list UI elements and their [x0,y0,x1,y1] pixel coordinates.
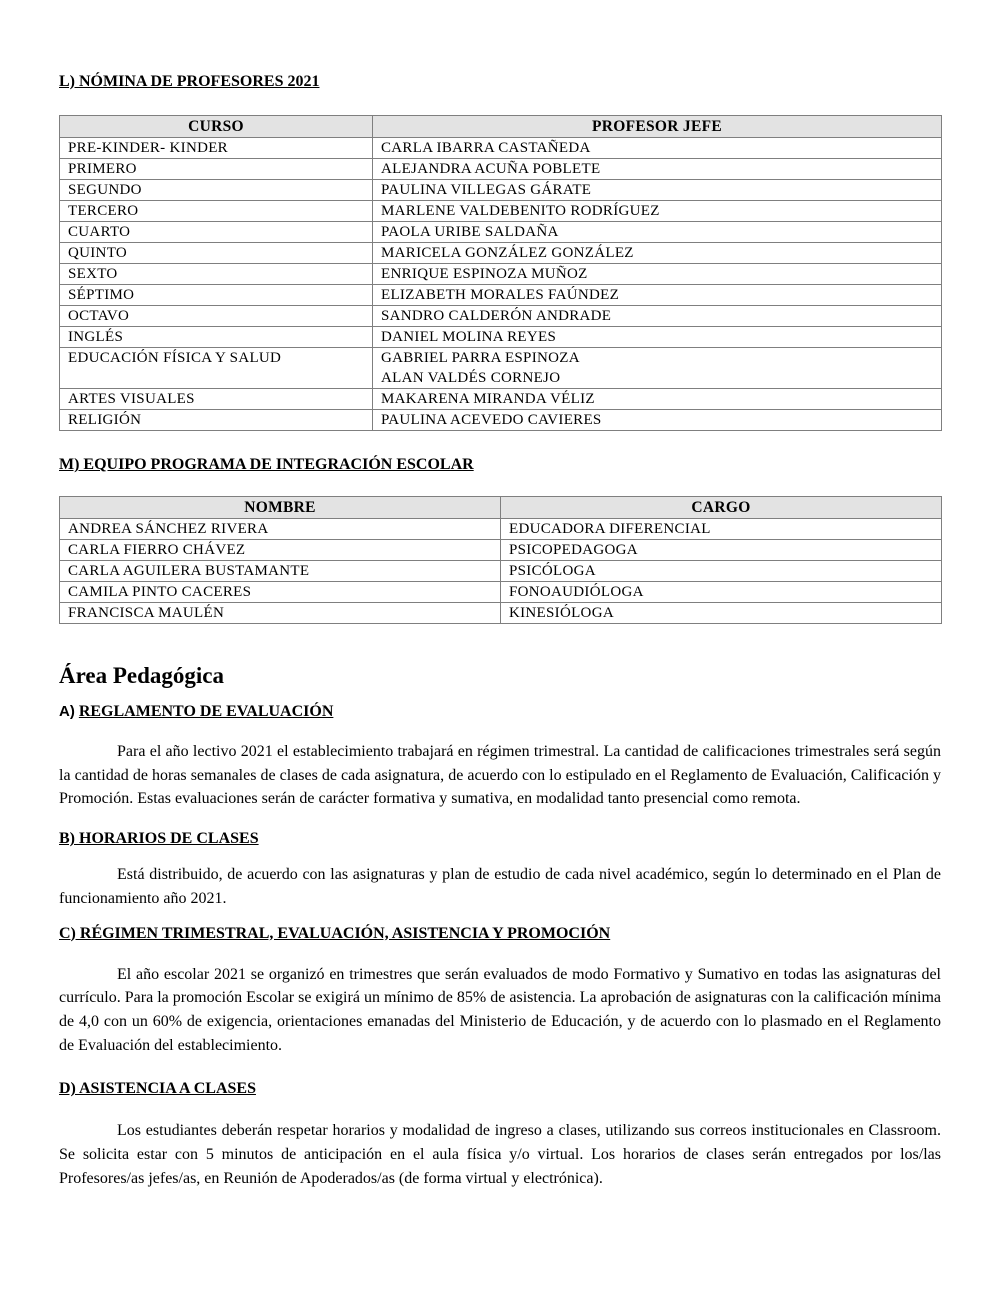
profesor-cell: ENRIQUE ESPINOZA MUÑOZ [373,264,942,285]
section-a-title [59,702,941,722]
curso-cell: PRE-KINDER- KINDER [60,138,373,159]
table-row [60,327,942,348]
curso-cell: EDUCACIÓN FÍSICA Y SALUD [60,348,373,389]
table-row [60,519,942,540]
integracion-table [59,496,942,624]
section-d-paragraph: Los estudiantes deberán respetar horarios y modalidad de ingreso a clases, utilizando sus correos institucionales en Classroom. Se solicita estar con 5 minutos de anticipación en el aula física y/o virtual. Los horarios de clases serán entregados por los/las Profesores/as jefes/as, en Reunión de Apoderados/as (de forma virtual y electrónica). [59,1122,941,1187]
document-page [59,72,941,1190]
profesor-cell [373,348,942,389]
section-c-title: C) RÉGIMEN TRIMESTRAL, EVALUACIÓN, ASISTENCIA Y PROMOCIÓN [59,924,611,942]
table-row [60,348,942,389]
section-a-paragraph: Para el año lectivo 2021 el establecimiento trabajará en régimen trimestral. La cantidad de calificaciones trimestrales será según la cantidad de horas semanales de clases de cada asignatura, de acuerdo con lo estipulado en el Reglamento de Evaluación, Calificación y Promoción. Estas evaluaciones serán de carácter formativa y sumativa, en modalidad tanto presencial como remota. [59,743,941,808]
profesor-name: GABRIEL PARRA ESPINOZA [381,350,580,366]
cargo-cell: PSICOPEDAGOGA [501,540,942,561]
profesores-table [59,115,942,431]
profesor-name: ALAN VALDÉS CORNEJO [381,370,561,386]
profesor-cell: PAULINA ACEVEDO CAVIERES [373,410,942,431]
table-header-row [60,116,942,138]
section-d-title: D) ASISTENCIA A CLASES [59,1080,256,1098]
table-row [60,561,942,582]
section-l-title: L) NÓMINA DE PROFESORES 2021 [59,73,320,90]
profesor-cell: ALEJANDRA ACUÑA POBLETE [373,159,942,180]
profesor-cell: CARLA IBARRA CASTAÑEDA [373,138,942,159]
section-a-title-text: REGLAMENTO DE EVALUACIÓN [78,703,334,720]
nombre-cell: CARLA AGUILERA BUSTAMANTE [60,561,501,582]
nombre-cell: FRANCISCA MAULÉN [60,603,501,624]
section-b-paragraph: Está distribuido, de acuerdo con las asignaturas y plan de estudio de cada nivel académico, según lo determinado en el Plan de funcionamiento año 2021. [59,866,941,907]
profesor-cell: DANIEL MOLINA REYES [373,327,942,348]
profesor-cell: PAOLA URIBE SALDAÑA [373,222,942,243]
col-header-curso: CURSO [60,116,373,138]
area-pedagogica-heading: Área Pedagógica [59,663,225,688]
table-row [60,285,942,306]
cargo-cell: EDUCADORA DIFERENCIAL [501,519,942,540]
section-a-letter: A) [59,703,75,720]
table-row [60,264,942,285]
col-header-nombre: NOMBRE [60,497,501,519]
table-row [60,180,942,201]
curso-cell: PRIMERO [60,159,373,180]
profesor-cell: ELIZABETH MORALES FAÚNDEZ [373,285,942,306]
table-row [60,159,942,180]
table-header-row [60,497,942,519]
curso-cell: INGLÉS [60,327,373,348]
col-header-cargo: CARGO [501,497,942,519]
profesor-cell: MARICELA GONZÁLEZ GONZÁLEZ [373,243,942,264]
table-row [60,138,942,159]
curso-cell: QUINTO [60,243,373,264]
curso-cell: SÉPTIMO [60,285,373,306]
nombre-cell: ANDREA SÁNCHEZ RIVERA [60,519,501,540]
nombre-cell: CAMILA PINTO CACERES [60,582,501,603]
profesor-cell: MARLENE VALDEBENITO RODRÍGUEZ [373,201,942,222]
curso-cell: RELIGIÓN [60,410,373,431]
profesor-cell: MAKARENA MIRANDA VÉLIZ [373,389,942,410]
table-row [60,243,942,264]
table-row [60,306,942,327]
curso-cell: SEXTO [60,264,373,285]
section-m-title: M) EQUIPO PROGRAMA DE INTEGRACIÓN ESCOLAR [59,456,474,473]
table-row [60,603,942,624]
table-row [60,201,942,222]
table-row [60,582,942,603]
cargo-cell: FONOAUDIÓLOGA [501,582,942,603]
table-row [60,389,942,410]
cargo-cell: PSICÓLOGA [501,561,942,582]
curso-cell: SEGUNDO [60,180,373,201]
table-row [60,410,942,431]
section-b-title: B) HORARIOS DE CLASES [59,830,259,848]
col-header-profesor-jefe: PROFESOR JEFE [373,116,942,138]
section-c-paragraph: El año escolar 2021 se organizó en trimestres que serán evaluados de modo Formativo y Sumativo en todas las asignaturas del currículo. Para la promoción Escolar se exigirá un mínimo de 85% de asistencia. La aprobación de asignaturas con la calificación mínima de 4,0 con un 60% de exigencia, orientaciones emanadas del Ministerio de Educación, y de acuerdo con lo plasmado en el Reglamento de Evaluación del establecimiento. [59,965,941,1054]
cargo-cell: KINESIÓLOGA [501,603,942,624]
table-row [60,540,942,561]
profesor-cell: SANDRO CALDERÓN ANDRADE [373,306,942,327]
curso-cell: CUARTO [60,222,373,243]
profesor-cell: PAULINA VILLEGAS GÁRATE [373,180,942,201]
curso-cell: OCTAVO [60,306,373,327]
table-row [60,222,942,243]
curso-cell: ARTES VISUALES [60,389,373,410]
nombre-cell: CARLA FIERRO CHÁVEZ [60,540,501,561]
curso-cell: TERCERO [60,201,373,222]
